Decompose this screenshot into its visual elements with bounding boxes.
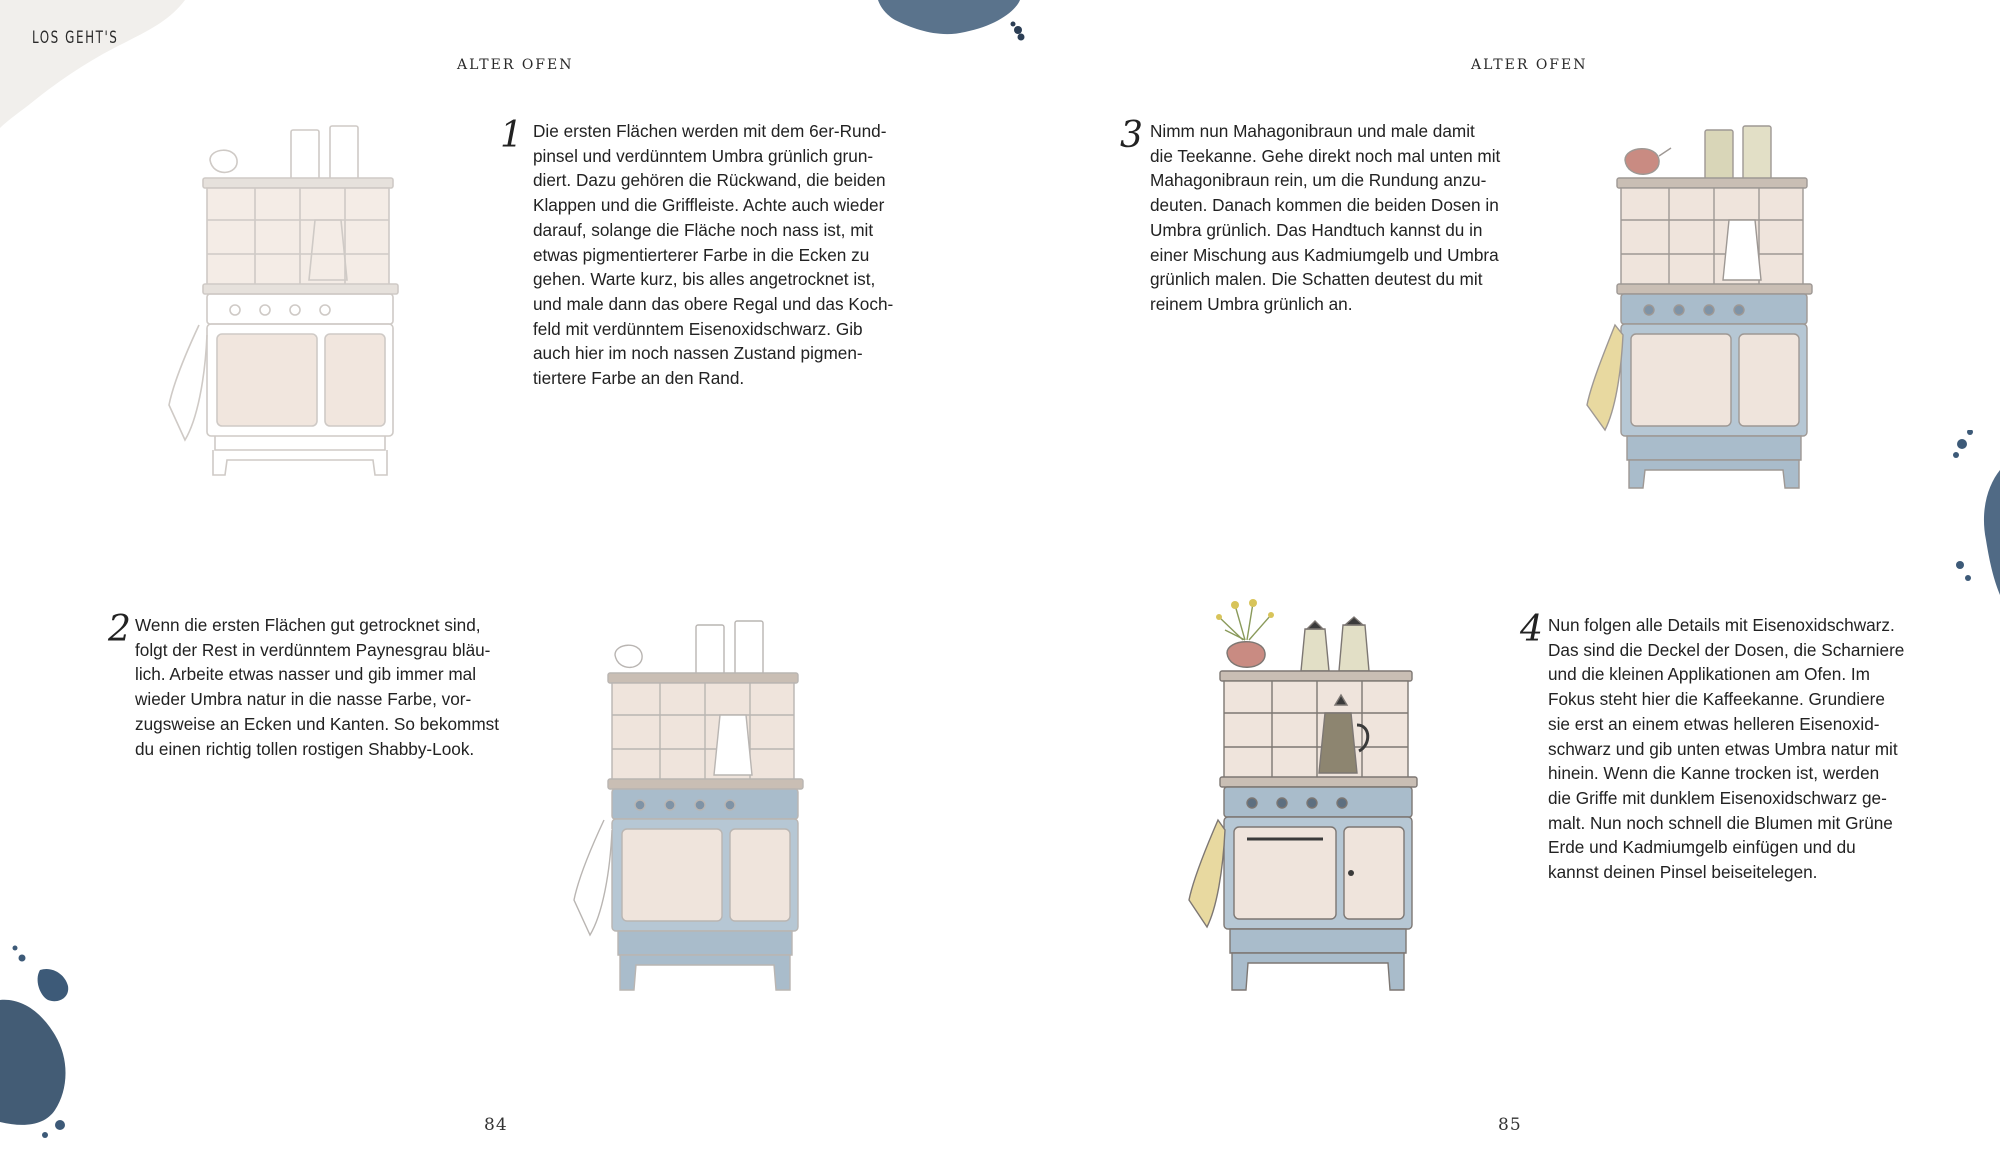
left-page-title: ALTER OFEN — [457, 57, 574, 73]
step-2-line: wieder Umbra natur in die nasse Farbe, vor- — [135, 689, 472, 710]
step-1-line: gehen. Warte kurz, bis alles angetrocknet ist, — [533, 269, 876, 290]
step-4-line: Das sind die Deckel der Dosen, die Scharniere — [1548, 639, 1905, 660]
flowers — [1219, 603, 1271, 640]
step-3-number: 3 — [1120, 115, 1143, 156]
step-4-text — [1548, 613, 1948, 885]
step-4-line: schwarz und gib unten etwas Umbra natur mit — [1548, 738, 1898, 759]
step-4-line: kannst deinen Pinsel beiseitelegen. — [1548, 862, 1818, 883]
step-4-line: malt. Nun noch schnell die Blumen mit Grüne — [1548, 812, 1893, 833]
right-page-number: 85 — [1498, 1115, 1522, 1135]
ink-splash-bottom-left — [0, 940, 90, 1140]
chapter-header: LOS GEHT'S — [32, 28, 119, 48]
stove-illustration-step-4 — [1175, 595, 1425, 1005]
ink-splash-top — [870, 0, 1040, 50]
step-3-line: Umbra grünlich. Das Handtuch kannst du in — [1150, 219, 1483, 240]
step-4-line: die Griffe mit dunklem Eisenoxidschwarz ge- — [1548, 787, 1887, 808]
step-1-line: etwas pigmentierterer Farbe in die Ecken zu — [533, 244, 870, 265]
step-1-line: tiertere Farbe an den Rand. — [533, 368, 745, 389]
step-1-line: darauf, solange die Fläche noch nass ist, mit — [533, 219, 874, 240]
step-3-line: einer Mischung aus Kadmiumgelb und Umbra — [1150, 244, 1499, 265]
stove-illustration-step-1 — [155, 120, 395, 515]
paper-texture-patch — [0, 0, 190, 130]
step-2-number: 2 — [108, 609, 131, 650]
step-3-text — [1150, 119, 1530, 317]
step-3-line: Mahagonibraun rein, um die Rundung anzu- — [1150, 170, 1487, 191]
step-3-line: grünlich malen. Die Schatten deutest du mit — [1150, 269, 1483, 290]
step-4-line: sie erst an einem etwas helleren Eisenoxid- — [1548, 713, 1880, 734]
step-1-line: diert. Dazu gehören die Rückwand, die beiden — [533, 170, 886, 191]
ink-splash-right — [1950, 430, 2000, 610]
step-1-line: Klappen und die Griffleiste. Achte auch wieder — [533, 195, 885, 216]
stove-illustration-step-2 — [560, 615, 800, 1005]
step-4-number: 4 — [1520, 609, 1543, 650]
step-1-line: feld mit verdünntem Eisenoxidschwarz. Gib — [533, 318, 863, 339]
step-3-line: reinem Umbra grünlich an. — [1150, 293, 1353, 314]
step-4-line: Erde und Kadmiumgelb einfügen und du — [1548, 837, 1856, 858]
step-1-number: 1 — [500, 115, 523, 156]
step-4-line: und die kleinen Applikationen am Ofen. Im — [1548, 664, 1870, 685]
right-page-title: ALTER OFEN — [1471, 57, 1588, 73]
left-page-number: 84 — [484, 1115, 508, 1135]
step-1-line: Die ersten Flächen werden mit dem 6er-Rund- — [533, 121, 887, 141]
step-2-line: Wenn die ersten Flächen gut getrocknet sind, — [135, 615, 481, 635]
step-1-line: auch hier im noch nassen Zustand pigmen- — [533, 343, 863, 364]
step-2-line: du einen richtig tollen rostigen Shabby-Look. — [135, 738, 475, 759]
step-4-line: hinein. Wenn die Kanne trocken ist, werden — [1548, 763, 1880, 784]
step-4-line: Nun folgen alle Details mit Eisenoxidschwarz. — [1548, 615, 1895, 635]
step-2-line: zugsweise an Ecken und Kanten. So bekommst — [135, 713, 500, 734]
step-3-line: deuten. Danach kommen die beiden Dosen in — [1150, 195, 1499, 216]
step-2-line: folgt der Rest in verdünntem Paynesgrau bläu- — [135, 639, 491, 660]
step-3-line: die Teekanne. Gehe direkt noch mal unten mit — [1150, 145, 1501, 166]
step-1-text — [533, 119, 913, 391]
step-2-line: lich. Arbeite etwas nasser und gib immer mal — [135, 664, 477, 685]
step-4-line: Fokus steht hier die Kaffeekanne. Grundiere — [1548, 689, 1885, 710]
step-1-line: pinsel und verdünntem Umbra grünlich grun- — [533, 145, 874, 166]
step-2-text — [135, 613, 515, 761]
stove-illustration-step-3 — [1575, 120, 1815, 500]
step-3-line: Nimm nun Mahagonibraun und male damit — [1150, 121, 1475, 141]
step-1-line: und male dann das obere Regal und das Koch- — [533, 293, 894, 314]
